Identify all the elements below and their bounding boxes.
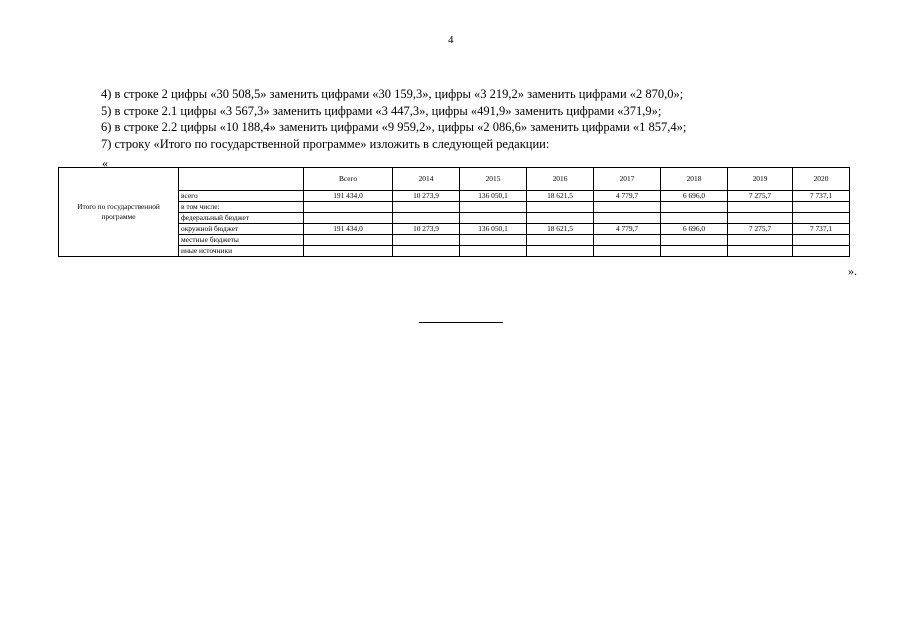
table-cell: 136 050,1 bbox=[460, 224, 527, 235]
table-cell bbox=[527, 213, 594, 224]
table-cell bbox=[527, 202, 594, 213]
table-cell bbox=[393, 235, 460, 246]
table-cell bbox=[728, 213, 793, 224]
table-cell bbox=[460, 235, 527, 246]
header-cell: 2015 bbox=[460, 168, 527, 191]
table-cell: 7 737,1 bbox=[793, 224, 850, 235]
row-label: всего bbox=[179, 191, 304, 202]
header-cell: 2018 bbox=[661, 168, 728, 191]
table-cell bbox=[304, 213, 393, 224]
row-label: местные бюджеты bbox=[179, 235, 304, 246]
table-cell bbox=[460, 246, 527, 257]
amendment-item-4: 4) в строке 2 цифры «30 508,5» заменить цифрами «30 159,3», цифры «3 219,2» заменить цифрами «2 870,0»; bbox=[101, 87, 684, 101]
table-cell bbox=[304, 246, 393, 257]
table-cell bbox=[393, 202, 460, 213]
table-cell bbox=[661, 213, 728, 224]
amendment-item-5: 5) в строке 2.1 цифры «3 567,3» заменить цифрами «3 447,3», цифры «491,9» заменить цифрами «371,9»; bbox=[101, 103, 662, 118]
table-cell bbox=[527, 235, 594, 246]
close-quote: ». bbox=[848, 264, 857, 278]
table-cell: 191 434,0 bbox=[304, 224, 393, 235]
table-cell bbox=[304, 202, 393, 213]
row-label: в том числе: bbox=[179, 202, 304, 213]
row-label: иные источники bbox=[179, 246, 304, 257]
table-cell bbox=[594, 235, 661, 246]
header-cell: 2016 bbox=[527, 168, 594, 191]
table-cell bbox=[304, 235, 393, 246]
table-cell bbox=[393, 246, 460, 257]
table-cell: 18 621,5 bbox=[527, 191, 594, 202]
header-cell: 2019 bbox=[728, 168, 793, 191]
table-cell bbox=[793, 246, 850, 257]
table-cell: 6 696,0 bbox=[661, 191, 728, 202]
table-cell bbox=[594, 246, 661, 257]
header-cell: 2017 bbox=[594, 168, 661, 191]
header-cell: Всего bbox=[304, 168, 393, 191]
table-cell: 7 275,7 bbox=[728, 191, 793, 202]
header-cell: 2014 bbox=[393, 168, 460, 191]
amendment-list bbox=[101, 86, 821, 152]
row-label: федеральный бюджет bbox=[179, 213, 304, 224]
header-empty-cell bbox=[179, 168, 304, 191]
table-cell: 6 696,0 bbox=[661, 224, 728, 235]
table-cell bbox=[793, 235, 850, 246]
table-cell: 4 779,7 bbox=[594, 191, 661, 202]
table-cell bbox=[661, 202, 728, 213]
table-cell bbox=[728, 246, 793, 257]
table-cell: 136 050,1 bbox=[460, 191, 527, 202]
amendment-item-6: 6) в строке 2.2 цифры «10 188,4» заменить цифрами «9 959,2», цифры «2 086,6» заменить цифрами «1 857,4»; bbox=[101, 120, 687, 134]
table-cell bbox=[393, 213, 460, 224]
table-cell bbox=[661, 246, 728, 257]
table-cell bbox=[728, 235, 793, 246]
program-total-table bbox=[58, 167, 850, 257]
table-header-row bbox=[59, 168, 850, 191]
table-cell: 4 779,7 bbox=[594, 224, 661, 235]
table-cell bbox=[594, 202, 661, 213]
separator-line bbox=[419, 322, 503, 323]
open-quote: « bbox=[102, 156, 108, 170]
table-cell: 7 737,1 bbox=[793, 191, 850, 202]
table-cell bbox=[460, 202, 527, 213]
table-cell bbox=[527, 246, 594, 257]
table-cell: 7 275,7 bbox=[728, 224, 793, 235]
table-cell bbox=[793, 213, 850, 224]
table-title-cell: Итого по государственной программе bbox=[59, 168, 179, 257]
table-cell bbox=[793, 202, 850, 213]
table-cell: 10 273,9 bbox=[393, 224, 460, 235]
table-cell bbox=[728, 202, 793, 213]
table-cell: 191 434,0 bbox=[304, 191, 393, 202]
table-cell bbox=[594, 213, 661, 224]
page-number: 4 bbox=[448, 34, 454, 46]
header-cell: 2020 bbox=[793, 168, 850, 191]
table-cell: 10 273,9 bbox=[393, 191, 460, 202]
table-cell: 18 621,5 bbox=[527, 224, 594, 235]
table-cell bbox=[661, 235, 728, 246]
row-label: окружной бюджет bbox=[179, 224, 304, 235]
table-cell bbox=[460, 213, 527, 224]
amendment-item-7: 7) строку «Итого по государственной программе» изложить в следующей редакции: bbox=[101, 136, 550, 151]
